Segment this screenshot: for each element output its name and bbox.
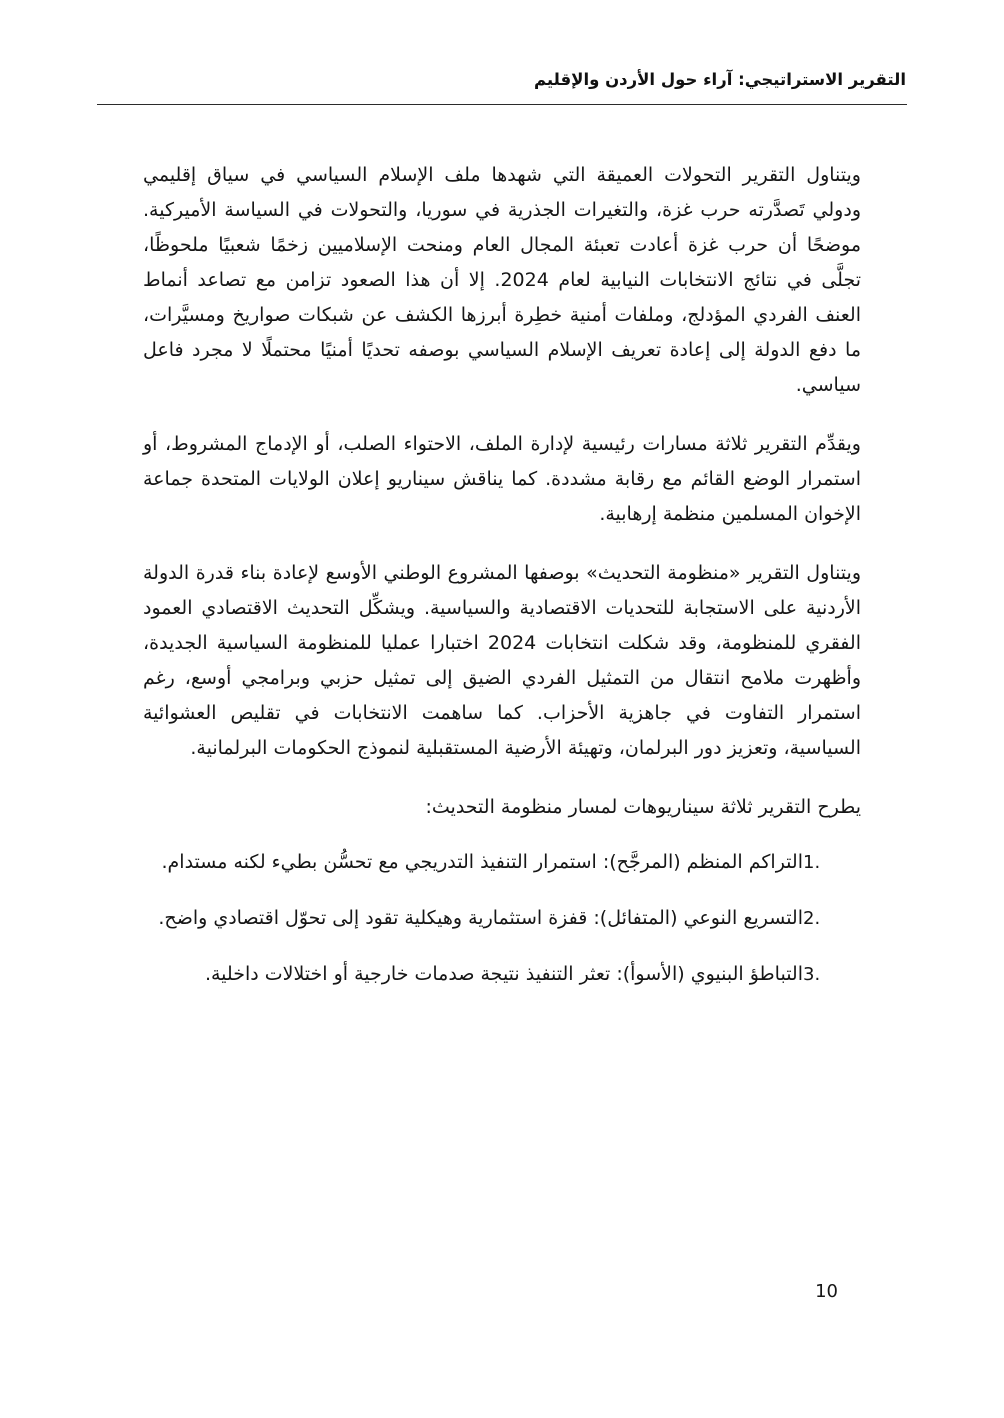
list-item-text: التباطؤ البنيوي (الأسوأ): تعثر التنفيذ نتيجة صدمات خارجية أو اختلالات داخلية. [204, 963, 803, 985]
list-item-number: 3. [803, 964, 821, 985]
list-item [143, 957, 861, 992]
list-item [143, 901, 861, 936]
page-number: 10 [815, 1281, 838, 1302]
list-item-number: 1. [803, 852, 821, 873]
paragraph-three-tracks: ويقدِّم التقرير ثلاثة مسارات رئيسية لإدارة الملف، الاحتواء الصلب، أو الإدماج المشروط، أو استمرار الوضع القائم مع رقابة مشددة. كما يناقش سيناريو إعلان الولايات المتحدة جماعة الإخوان المسلمين منظمة إرهابية. [143, 433, 861, 525]
header-rule [97, 104, 907, 105]
scenario-list [143, 845, 861, 992]
page-body [143, 158, 861, 1013]
paragraph-scenarios-intro: يطرح التقرير ثلاثة سيناريوهات لمسار منظومة التحديث: [425, 796, 861, 818]
list-item-text: التسريع النوعي (المتفائل): قفزة استثمارية وهيكلية تقود إلى تحوّل اقتصادي واضح. [158, 907, 803, 929]
running-header-title: التقرير الاستراتيجي: آراء حول الأردن والإقليم [533, 70, 906, 89]
list-item [143, 845, 861, 880]
paragraph-political-islam: ويتناول التقرير التحولات العميقة التي شهدها ملف الإسلام السياسي في سياق إقليمي ودولي تَصدَّرته حرب غزة، والتغيرات الجذرية في سوريا، والتحولات في السياسة الأميركية. موضحًا أن حرب غزة أعادت تعبئة المجال العام ومنحت الإسلاميين زخمًا شعبيًا ملحوظًا، تجلَّى في نتائج الانتخابات النيابية لعام 2024. إلا أن هذا الصعود تزامن مع تصاعد أنماط العنف الفردي المؤدلج، وملفات أمنية خطِرة أبرزها الكشف عن شبكات صواريخ ومسيَّرات، ما دفع الدولة إلى إعادة تعريف الإسلام السياسي بوصفه تحديًا أمنيًا محتملًا لا مجرد فاعل سياسي. [143, 164, 861, 396]
list-item-number: 2. [803, 908, 821, 929]
list-item-text: التراكم المنظم (المرجَّح): استمرار التنفيذ التدريجي مع تحسُّن بطيء لكنه مستدام. [161, 851, 803, 873]
paragraph-modernization-system: ويتناول التقرير «منظومة التحديث» بوصفها المشروع الوطني الأوسع لإعادة بناء قدرة الدولة الأردنية على الاستجابة للتحديات الاقتصادية والسياسية. ويشكِّل التحديث الاقتصادي العمود الفقري للمنظومة، وقد شكلت انتخابات 2024 اختبارا عمليا للمنظومة السياسية الجديدة، وأظهرت ملامح انتقال من التمثيل الفردي الضيق إلى تمثيل حزبي وبرامجي أوسع، رغم استمرار التفاوت في جاهزية الأحزاب. كما ساهمت الانتخابات في تقليص العشوائية السياسية، وتعزيز دور البرلمان، وتهيئة الأرضية المستقبلية لنموذج الحكومات البرلمانية. [143, 562, 861, 759]
